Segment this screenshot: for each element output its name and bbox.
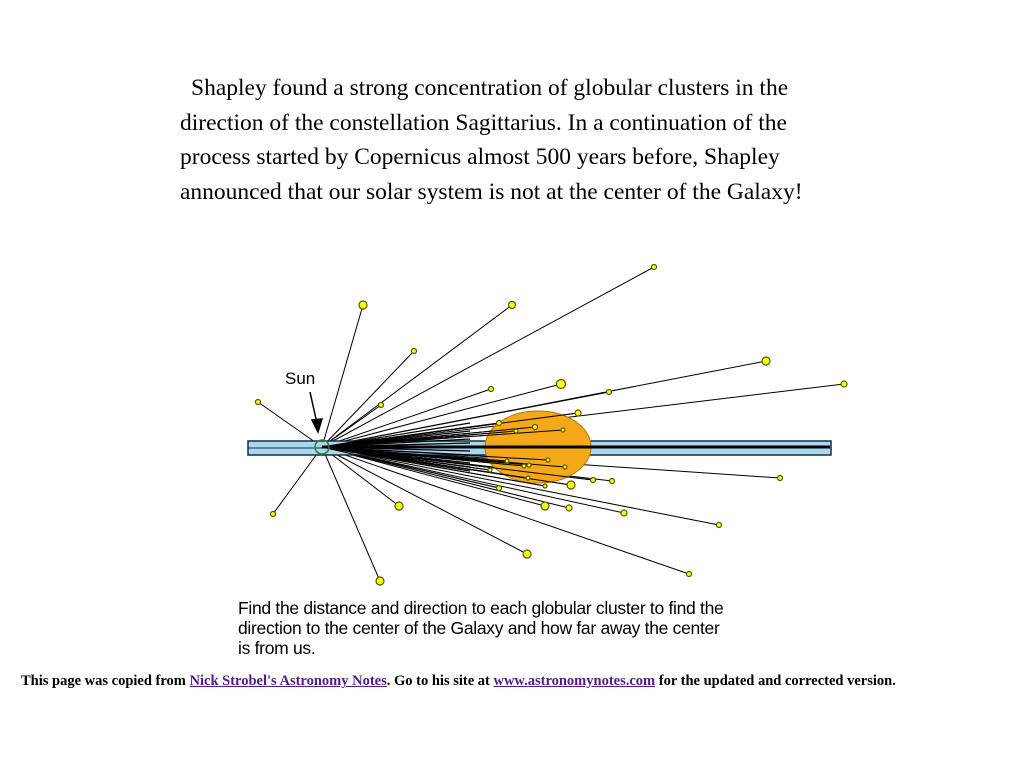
globular-cluster [497, 421, 502, 426]
globular-cluster [546, 458, 550, 462]
intro-line: announced that our solar system is not at the center of the Galaxy! [180, 178, 803, 205]
caption-line: Find the distance and direction to each globular cluster to find the [238, 598, 724, 618]
caption-line: is from us. [238, 638, 316, 658]
globular-cluster [527, 463, 531, 467]
globular-cluster [522, 464, 526, 468]
globular-cluster [566, 505, 572, 511]
globular-cluster [533, 425, 538, 430]
footer-text: This page was copied from [21, 673, 190, 689]
globular-cluster [717, 523, 722, 528]
globular-cluster [526, 476, 530, 480]
globular-cluster [607, 390, 612, 395]
globular-cluster [395, 502, 403, 510]
globular-cluster [271, 512, 276, 517]
globular-cluster [687, 572, 692, 577]
footer-text: . Go to his site at [386, 673, 494, 689]
globular-cluster [412, 349, 417, 354]
globular-cluster [497, 486, 502, 491]
globular-cluster [652, 265, 657, 270]
astronomy-notes-link[interactable]: Nick Strobel's Astronomy Notes [189, 673, 387, 689]
globular-cluster [523, 550, 531, 558]
globular-cluster [489, 387, 494, 392]
globular-cluster [762, 357, 770, 365]
intro-line: process started by Copernicus almost 500 years before, Shapley [180, 144, 780, 170]
sightline [273, 447, 322, 514]
intro-line: direction of the constellation Sagittarius. In a continuation of the [180, 109, 787, 136]
sightline [322, 447, 380, 581]
globular-cluster [778, 476, 783, 481]
globular-cluster [514, 429, 518, 433]
globular-cluster [379, 403, 384, 408]
globular-cluster [488, 468, 492, 472]
sun-arrow-icon [310, 392, 322, 432]
astronomynotes-site-link[interactable]: www.astronomynotes.com [493, 673, 656, 689]
globular-cluster [256, 400, 261, 405]
globular-cluster [541, 502, 549, 510]
globular-cluster [841, 381, 847, 387]
diagram-caption [238, 598, 838, 658]
globular-cluster [575, 410, 581, 416]
globular-cluster [561, 428, 565, 432]
globular-cluster [543, 484, 547, 488]
caption-line: direction to the center of the Galaxy and how far away the center [238, 618, 720, 638]
globular-cluster [509, 302, 516, 309]
globular-cluster [567, 481, 575, 489]
globular-cluster [557, 380, 566, 389]
globular-cluster [359, 301, 367, 309]
globular-cluster [376, 577, 384, 585]
intro-line: Shapley found a strong concentration of globular clusters in the [191, 75, 789, 101]
globular-cluster [563, 465, 567, 469]
sightline [322, 267, 654, 447]
globular-cluster [505, 459, 509, 463]
sun-label: Sun [285, 369, 316, 388]
globular-cluster [621, 510, 627, 516]
globular-cluster [591, 478, 596, 483]
footer-text: for the updated and corrected version. [655, 673, 896, 689]
globular-cluster [610, 479, 615, 484]
attribution-footer [21, 673, 1021, 690]
